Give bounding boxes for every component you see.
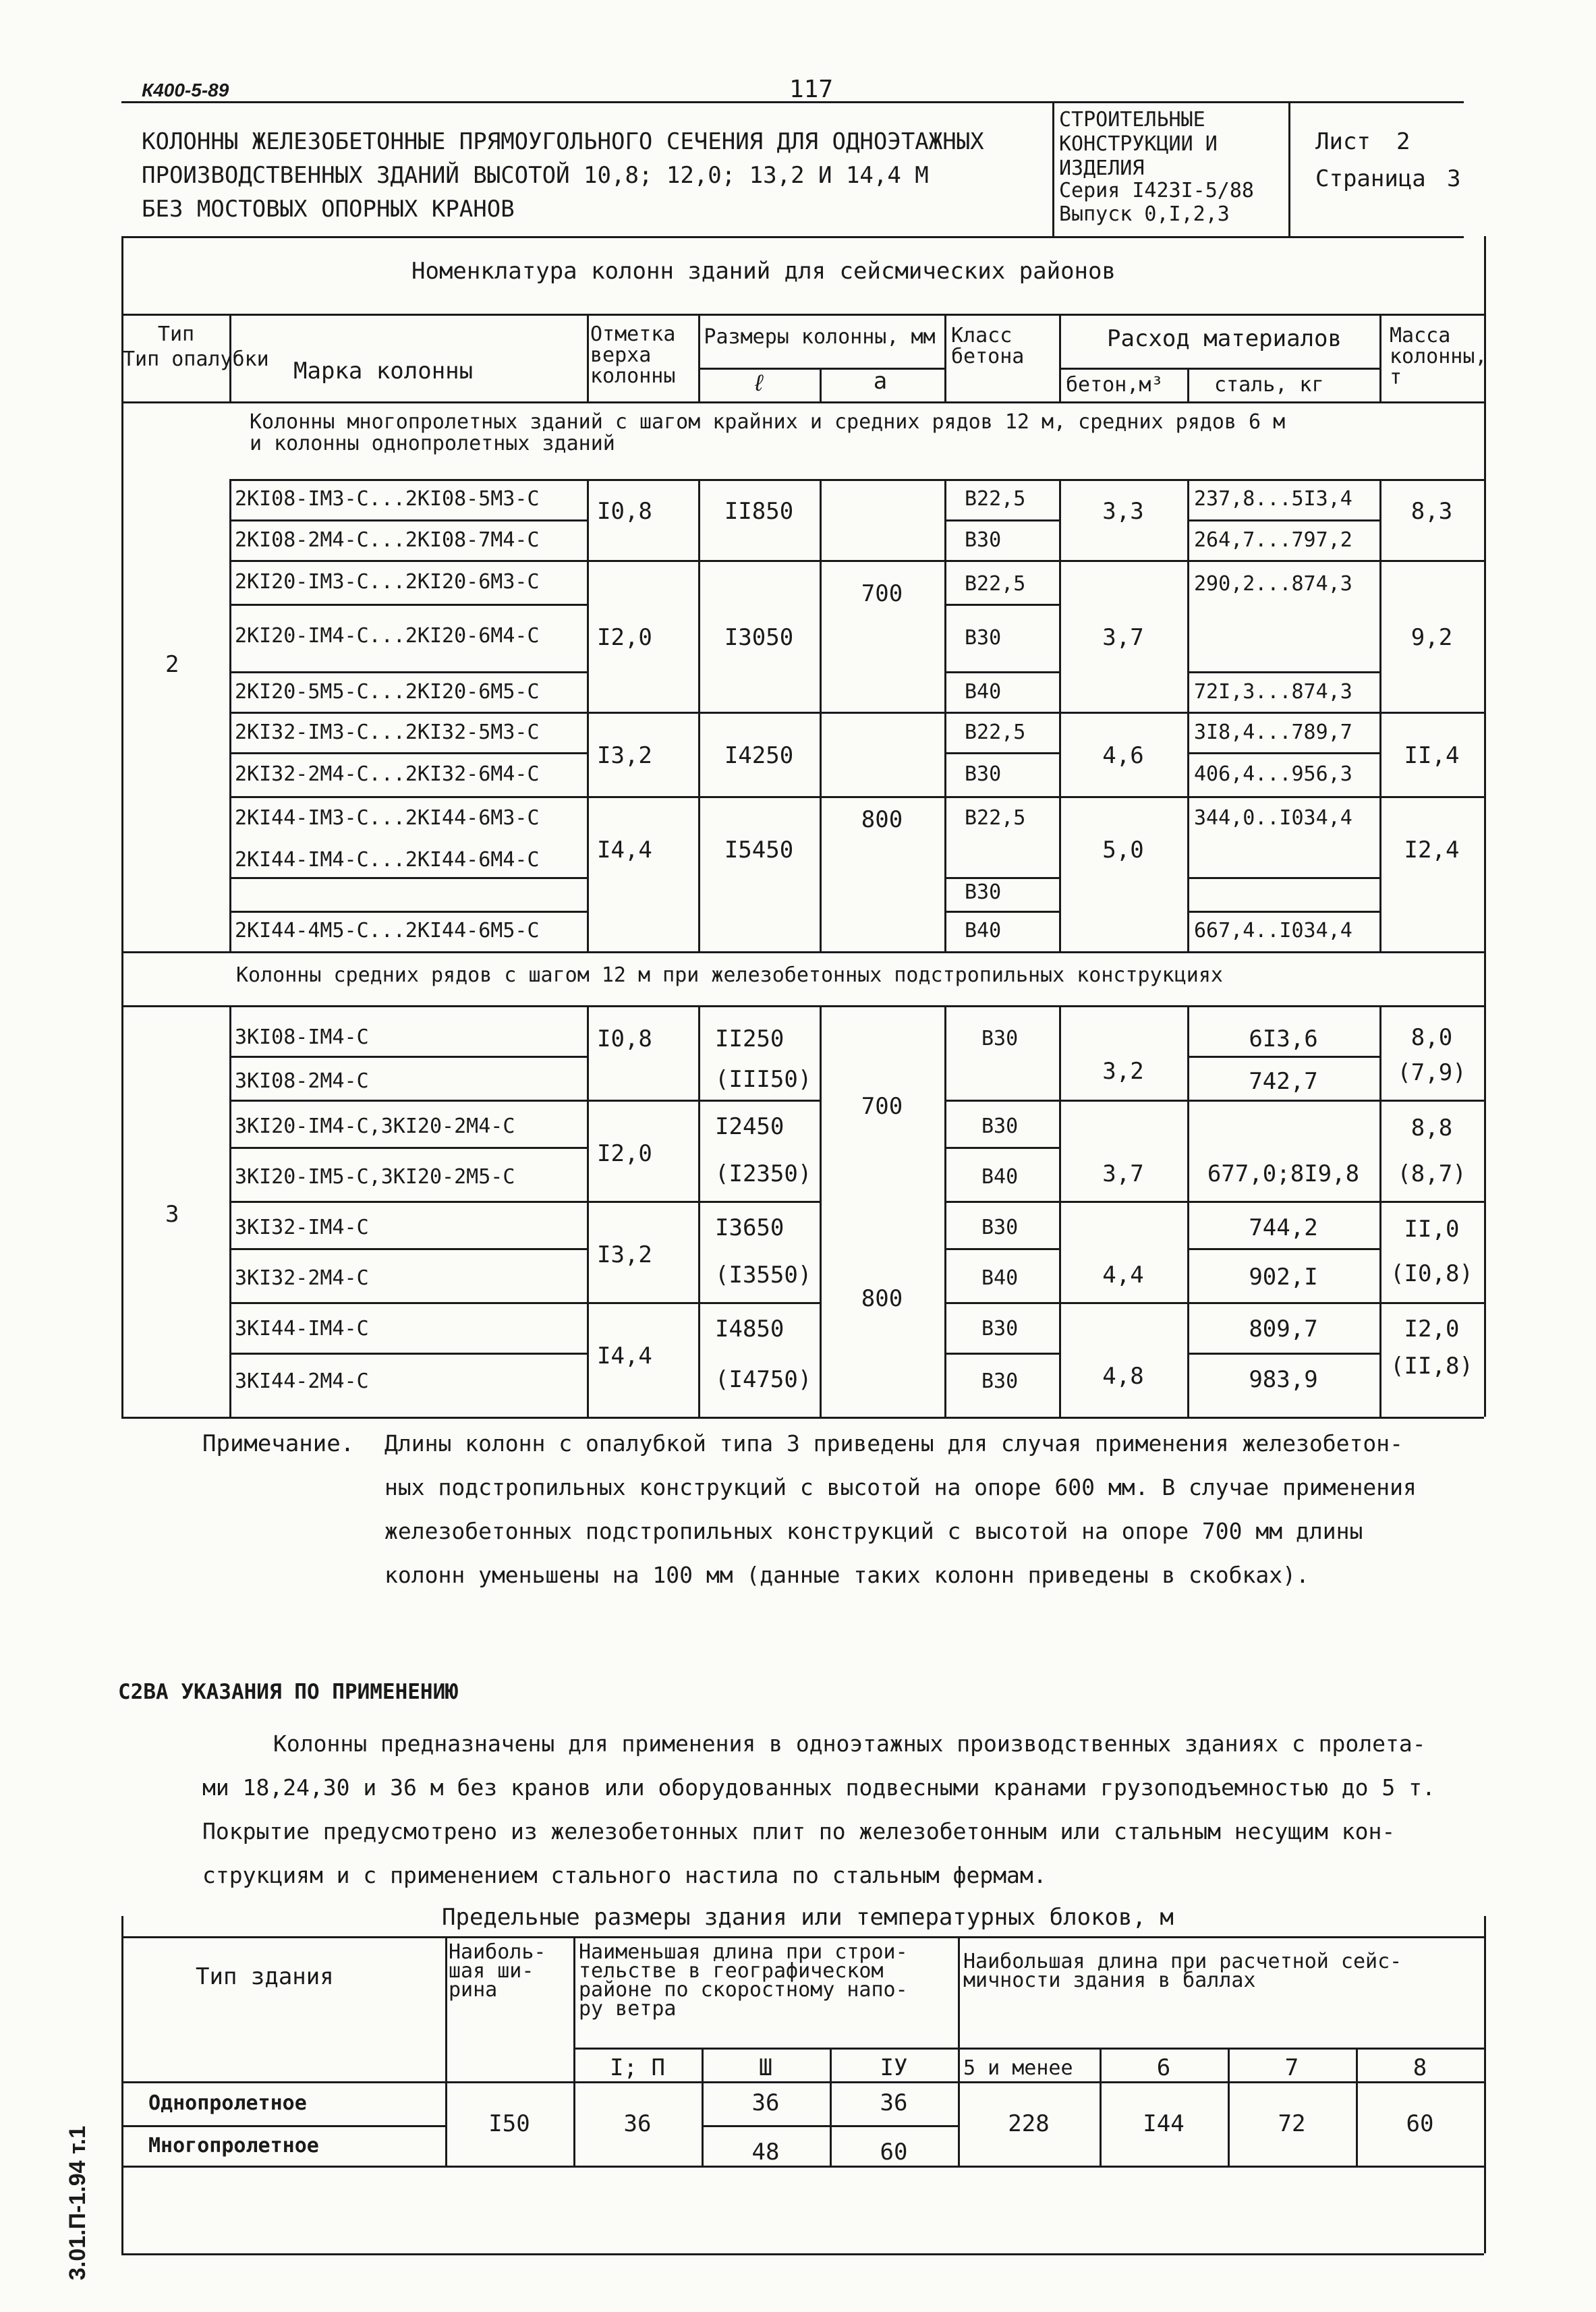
limits-h-width-1: Наиболь-	[449, 1940, 546, 1964]
g1-a-700: 700	[861, 580, 903, 607]
header-type: Тип опалубки	[123, 347, 269, 371]
g1-length-4: I5450	[724, 837, 794, 864]
g2-length-3-alt: (I3550)	[715, 1262, 812, 1289]
limits-h-length-4: ру ветра	[579, 1997, 677, 2021]
limits-sub-7: 8	[1413, 2054, 1427, 2081]
limits-s5: 228	[1008, 2110, 1050, 2137]
g2-mass-1: 8,0	[1410, 1024, 1453, 1051]
g1-mass-2: 9,2	[1410, 624, 1453, 651]
limits-s7: 72	[1278, 2110, 1306, 2137]
g2-steel-8: 983,9	[1249, 1366, 1318, 1393]
g2-concrete-4: 4,8	[1102, 1363, 1144, 1390]
g2-length-1: II250	[715, 1025, 785, 1052]
limits-sub-3: IУ	[880, 2054, 908, 2081]
g2-mark-1: 3КI08-IМ4-С	[235, 1025, 369, 1049]
g1-length-1: II850	[724, 498, 794, 525]
header-steel: сталь, кг	[1214, 373, 1324, 397]
g1-concrete-1: 3,3	[1102, 498, 1144, 525]
g1-steel-5: 72I,3...874,3	[1194, 680, 1352, 704]
g2-mass-4-alt: (II,8)	[1390, 1353, 1473, 1380]
limits-h-seismic-2: мичности здания в баллах	[963, 1969, 1256, 1992]
g2-mass-1-alt: (7,9)	[1397, 1059, 1466, 1086]
instructions-line-1: Колонны предназначены для применения в одноэтажных производственных зданиях с пролета-	[273, 1730, 1426, 1757]
g2-class-6: В40	[981, 1266, 1019, 1290]
g1-mark-9: 2КI44-IМ4-С...2КI44-6М4-С	[235, 848, 540, 872]
g1-class-7: В30	[965, 762, 1002, 786]
header-top: Отметка верха колонны	[590, 322, 676, 388]
limits-h-seismic-1: Наибольшая длина при расчетной сейс-	[963, 1950, 1402, 1973]
limits-caption: Предельные размеры здания или температурных блоков, м	[442, 1904, 1174, 1931]
limits-s6: I44	[1143, 2110, 1185, 2137]
g1-mass-4: I2,4	[1404, 837, 1460, 864]
g1-mass-3: II,4	[1404, 742, 1460, 769]
group2-caption: Колонны средних рядов с шагом 12 м при железобетонных подстропильных конструкциях	[236, 963, 1223, 987]
g2-length-4: I4850	[715, 1316, 785, 1343]
sheet-label: Лист	[1315, 128, 1371, 155]
g2-mark-5: 3КI32-IМ4-С	[235, 1216, 369, 1239]
g2-class-5: В30	[981, 1216, 1019, 1239]
g1-length-2: I3050	[724, 624, 794, 651]
g2-a-800: 800	[861, 1285, 903, 1312]
g1-mark-2: 2КI08-2М4-С...2КI08-7М4-С	[235, 528, 540, 552]
g2-class-4: В40	[981, 1165, 1019, 1189]
g2-length-2-alt: (I2350)	[715, 1160, 812, 1187]
header-materials: Расход материалов	[1107, 325, 1342, 352]
limits-width: I50	[488, 2110, 530, 2137]
title-line-3: БЕЗ МОСТОВЫХ ОПОРНЫХ КРАНОВ	[142, 196, 515, 223]
g1-mark-6: 2КI32-IМ3-С...2КI32-5М3-С	[235, 721, 540, 744]
g2-class-1: В30	[981, 1027, 1019, 1050]
g1-top-2: I2,0	[597, 624, 652, 651]
g1-mark-8: 2КI44-IМ3-С...2КI44-6М3-С	[235, 806, 540, 830]
g2-concrete-3: 4,4	[1102, 1262, 1144, 1289]
limits-v3-multi: 48	[751, 2139, 780, 2166]
note-line-3: железобетонных подстропильных конструкций с высотой на опоре 700 мм длины	[384, 1518, 1363, 1544]
group1-caption-line-2: и колонны однопролетных зданий	[250, 432, 615, 455]
g1-a-800: 800	[861, 806, 903, 833]
g1-mass-1: 8,3	[1410, 498, 1453, 525]
g1-class-1: В22,5	[965, 487, 1026, 511]
g2-mass-2: 8,8	[1410, 1115, 1453, 1141]
g2-top-3: I3,2	[597, 1241, 652, 1268]
g1-mark-4: 2КI20-IМ4-С...2КI20-6М4-С	[235, 624, 540, 648]
instructions-line-2: ми 18,24,30 и 36 м без кранов или оборудованных подвесными кранами грузоподъемностью до 5 т.	[202, 1774, 1435, 1801]
g1-class-8: В22,5	[965, 806, 1026, 830]
page-label: Страница	[1315, 165, 1426, 192]
g1-concrete-4: 5,0	[1102, 837, 1144, 864]
g1-steel-6: 3I8,4...789,7	[1194, 721, 1352, 744]
header-mark: Марка колонны	[293, 358, 474, 385]
g1-class-10: В40	[965, 919, 1002, 942]
g1-class-4: В30	[965, 626, 1002, 650]
g1-top-1: I0,8	[597, 498, 652, 525]
series-line-4: Серия I423I-5/88	[1059, 179, 1254, 202]
group2-type: 3	[165, 1201, 179, 1228]
page-value: 3	[1447, 165, 1461, 192]
header-a: а	[873, 368, 888, 395]
title-line-1: КОЛОННЫ ЖЕЛЕЗОБЕТОННЫЕ ПРЯМОУГОЛЬНОГО СЕЧЕНИЯ ДЛЯ ОДНОЭТАЖНЫХ	[142, 128, 984, 155]
series-line-3: ИЗДЕЛИЯ	[1059, 157, 1145, 180]
note-line-4: колонн уменьшены на 100 мм (данные таких колонн приведены в скобках).	[384, 1562, 1309, 1588]
g1-steel-2: 264,7...797,2	[1194, 528, 1352, 552]
page-number: 117	[789, 76, 834, 103]
limits-sub-1: I; П	[610, 2054, 665, 2081]
header-class: Класс бетона	[951, 324, 1025, 368]
g2-mark-6: 3КI32-2М4-С	[235, 1266, 369, 1290]
g2-length-1-alt: (III50)	[715, 1066, 812, 1093]
limits-h-width-2: шая ши-	[449, 1959, 534, 1983]
g1-class-5: В40	[965, 680, 1002, 704]
g1-mark-1: 2КI08-IМ3-С...2КI08-5М3-С	[235, 487, 540, 511]
g2-class-8: В30	[981, 1370, 1019, 1393]
limits-h-type: Тип здания	[196, 1963, 334, 1990]
g1-class-3: В22,5	[965, 572, 1026, 596]
limits-h-length-2: тельстве в географическом	[579, 1959, 884, 1983]
instructions-line-4: струкциям и с применением стального настила по стальным фермам.	[202, 1862, 1047, 1888]
g2-concrete-2: 3,7	[1102, 1160, 1144, 1187]
limits-v4-single: 36	[880, 2089, 908, 2116]
g1-concrete-3: 4,6	[1102, 742, 1144, 769]
limits-sub-2: Ш	[758, 2054, 773, 2081]
g2-steel-2: 742,7	[1249, 1068, 1318, 1095]
g2-a-700: 700	[861, 1093, 903, 1120]
g2-mark-4: 3КI20-IМ5-С,3КI20-2М5-С	[235, 1165, 515, 1189]
g2-top-2: I2,0	[597, 1140, 652, 1167]
header-dims: Размеры колонны, мм	[704, 325, 936, 349]
limits-h-length-1: Наименьшая длина при строи-	[579, 1940, 908, 1964]
g2-mass-3: II,0	[1404, 1216, 1460, 1243]
g2-mark-8: 3КI44-2М4-С	[235, 1370, 369, 1393]
g2-mass-3-alt: (I0,8)	[1390, 1260, 1473, 1287]
g1-mark-10: 2КI44-4М5-С...2КI44-6М5-С	[235, 919, 540, 942]
g1-class-9: В30	[965, 880, 1002, 904]
g2-concrete-1: 3,2	[1102, 1058, 1144, 1085]
g1-class-6: В22,5	[965, 721, 1026, 744]
g1-length-3: I4250	[724, 742, 794, 769]
g2-length-2: I2450	[715, 1113, 785, 1140]
g1-steel-1: 237,8...5I3,4	[1194, 487, 1352, 511]
group1-caption-line-1: Колонны многопролетных зданий с шагом крайних и средних рядов 12 м, средних рядов 6 м	[250, 410, 1286, 434]
sheet-value: 2	[1396, 128, 1410, 155]
limits-v12: 36	[623, 2110, 652, 2137]
g2-length-3: I3650	[715, 1214, 785, 1241]
instructions-line-3: Покрытие предусмотрено из железобетонных плит по железобетонным или стальным несущим кон-	[202, 1818, 1396, 1844]
g2-length-4-alt: (I4750)	[715, 1366, 812, 1393]
g2-mark-7: 3КI44-IМ4-С	[235, 1317, 369, 1341]
header-l: ℓ	[751, 370, 766, 397]
g2-steel-5: 744,2	[1249, 1214, 1318, 1241]
limits-h-width-3: рина	[449, 1978, 498, 2002]
document-code: К400-5-89	[142, 80, 229, 101]
series-line-5: Выпуск 0,I,2,3	[1059, 202, 1230, 226]
g2-mark-2: 3КI08-2М4-С	[235, 1069, 369, 1093]
g2-steel-7: 809,7	[1249, 1316, 1318, 1343]
limits-sub-6: 7	[1284, 2054, 1299, 2081]
g1-concrete-2: 3,7	[1102, 624, 1144, 651]
g1-mark-7: 2КI32-2М4-С...2КI32-6М4-С	[235, 762, 540, 786]
limits-s8: 60	[1406, 2110, 1434, 2137]
g1-top-3: I3,2	[597, 742, 652, 769]
g2-mass-2-alt: (8,7)	[1397, 1160, 1466, 1187]
g1-top-4: I4,4	[597, 837, 652, 864]
g1-steel-10: 667,4..I034,4	[1194, 919, 1352, 942]
group1-type: 2	[165, 651, 179, 678]
g2-top-4: I4,4	[597, 1343, 652, 1370]
limits-row1-type: Однопролетное	[148, 2091, 307, 2115]
limits-v3-single: 36	[751, 2089, 780, 2116]
instructions-heading: С2ВА УКАЗАНИЯ ПО ПРИМЕНЕНИЮ	[118, 1680, 458, 1704]
g1-mark-3: 2КI20-IМ3-С...2КI20-6М3-С	[235, 570, 540, 594]
g1-class-2: В30	[965, 528, 1002, 552]
g1-steel-8: 344,0..I034,4	[1194, 806, 1352, 830]
limits-sub-5: 6	[1156, 2054, 1171, 2081]
note-line-2: ных подстропильных конструкций с высотой на опоре 600 мм. В случае применения	[384, 1474, 1417, 1500]
limits-sub-4: 5 и менее	[963, 2056, 1073, 2080]
side-code: 3.01.П-1.94 т.1	[65, 2125, 90, 2280]
g1-mark-5: 2КI20-5М5-С...2КI20-6М5-С	[235, 680, 540, 704]
g2-steel-6: 902,I	[1249, 1264, 1318, 1291]
g2-top-1: I0,8	[597, 1025, 652, 1052]
series-line-2: КОНСТРУКЦИИ И	[1059, 132, 1218, 156]
g2-steel-1: 6I3,6	[1249, 1025, 1318, 1052]
header-type-1: Тип	[157, 322, 195, 346]
note-label: Примечание.	[202, 1430, 355, 1457]
g2-mass-4: I2,0	[1404, 1316, 1460, 1343]
g2-class-3: В30	[981, 1115, 1019, 1138]
g1-steel-7: 406,4...956,3	[1194, 762, 1352, 786]
limits-row2-type: Многопролетное	[148, 2134, 319, 2158]
series-line-1: СТРОИТЕЛЬНЫЕ	[1059, 108, 1205, 132]
g2-steel-4: 677,0;8I9,8	[1207, 1160, 1360, 1187]
g1-steel-3: 290,2...874,3	[1194, 572, 1352, 596]
limits-h-length-3: районе по скоростному напо-	[579, 1978, 908, 2002]
header-concrete: бетон,м³	[1066, 373, 1164, 397]
nomenclature-caption: Номенклатура колонн зданий для сейсмических районов	[411, 258, 1116, 285]
title-line-2: ПРОИЗВОДСТВЕННЫХ ЗДАНИЙ ВЫСОТОЙ 10,8; 12,0; 13,2 И 14,4 М	[142, 162, 929, 189]
g2-mark-3: 3КI20-IМ4-С,3КI20-2М4-С	[235, 1115, 515, 1138]
note-line-1: Длины колонн с опалубкой типа 3 приведены для случая применения железобетон-	[384, 1430, 1403, 1457]
header-mass: Масса колонны, т	[1390, 324, 1487, 389]
g2-class-7: В30	[981, 1317, 1019, 1341]
limits-v4-multi: 60	[880, 2139, 908, 2166]
